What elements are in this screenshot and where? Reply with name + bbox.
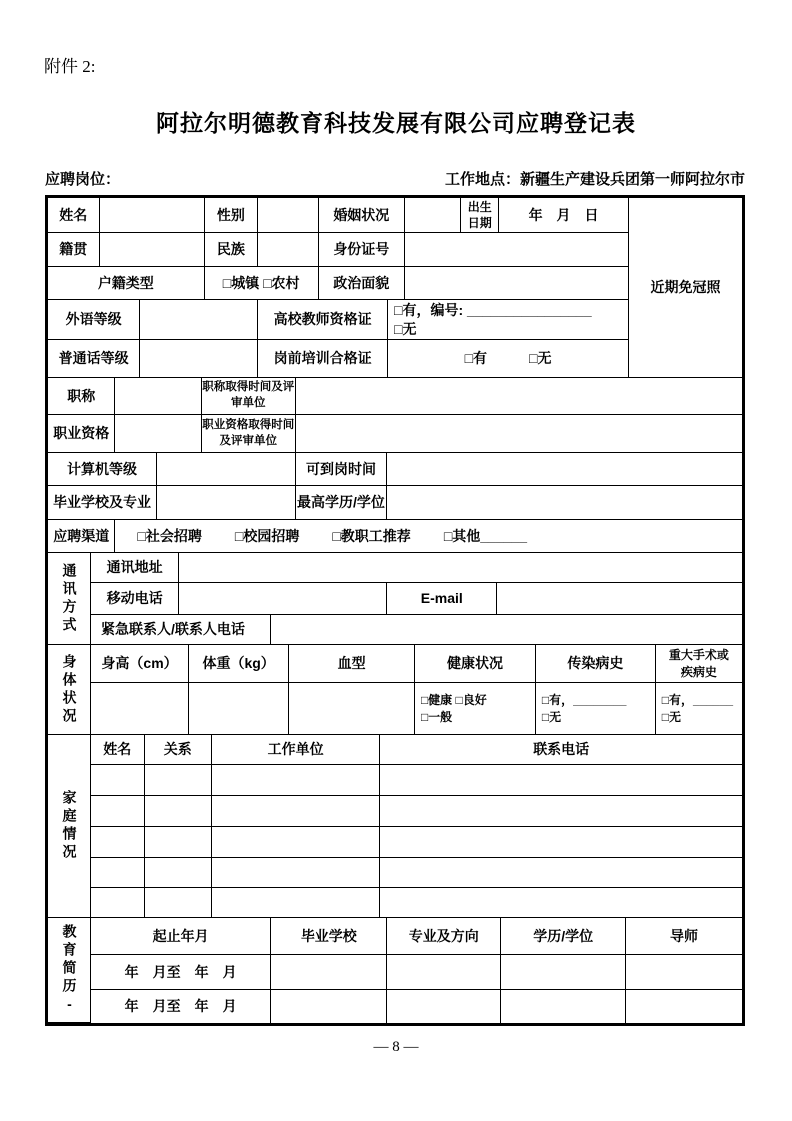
family-row [91,888,742,918]
location-label: 工作地点： [444,171,520,188]
education-row [91,990,742,1023]
health-checkboxes[interactable]: □健康 □良好 □一般 [415,683,536,735]
native-place-input-cell[interactable] [100,233,205,267]
native-place-label: 籍贯 [48,233,100,267]
address-label: 通讯地址 [91,553,179,583]
education-section [48,918,742,1023]
family-workplace-cell[interactable] [212,796,380,827]
family-relation-cell[interactable] [145,765,212,796]
school-major-input-cell[interactable] [157,486,296,520]
family-row [91,796,742,827]
infection-checkboxes[interactable]: □有，________ □无 [536,683,656,735]
education-tutor-header: 导师 [626,918,742,955]
family-name-cell[interactable] [91,796,145,827]
name-label: 姓名 [48,198,100,233]
family-relation-cell[interactable] [145,796,212,827]
channel-label: 应聘渠道 [48,520,115,553]
education-group-label: 教育简历- [48,918,91,1023]
family-relation-cell[interactable] [145,858,212,888]
household-type-label: 户籍类型 [48,267,205,300]
id-number-label: 身份证号 [319,233,405,267]
work-location [445,168,745,189]
family-phone-header: 联系电话 [380,735,742,765]
photo-placeholder: 近期免冠照 [628,198,742,378]
id-number-input-cell[interactable] [405,233,628,267]
education-tutor-cell[interactable] [626,990,742,1023]
family-row [91,858,742,888]
computer-row [48,453,742,486]
family-name-cell[interactable] [91,827,145,858]
channel-checkboxes[interactable] [115,520,742,553]
family-name-cell[interactable] [91,858,145,888]
education-degree-header: 学历/学位 [501,918,626,955]
education-major-cell[interactable] [387,990,501,1023]
teacher-cert-checkboxes[interactable]: □有，编号: ________________ □无 [388,300,628,340]
birthdate-label: 出生 日期 [461,198,499,233]
title-time-label: 职称取得时间及评 审单位 [202,378,296,415]
family-phone-cell[interactable] [380,858,742,888]
vocational-row [48,415,742,453]
channel-option-campus[interactable]: □校园招聘 [234,527,300,544]
education-school-cell[interactable] [271,955,387,990]
title-row [48,378,742,415]
channel-option-other[interactable]: □其他______ [443,527,527,544]
channel-option-referral[interactable]: □教职工推荐 [332,527,411,544]
channel-option-social[interactable]: □社会招聘 [137,527,202,544]
title-time-input-cell[interactable] [296,378,742,415]
teacher-cert-label: 高校教师资格证 [258,300,388,340]
family-group-label: 家庭情况 [48,735,91,918]
education-school-cell[interactable] [271,990,387,1023]
family-relation-header: 关系 [145,735,212,765]
title-input-cell[interactable] [115,378,201,415]
education-period-cell[interactable]: 年 月至 年 月 [91,955,271,990]
school-major-label: 毕业学校及专业 [48,486,157,520]
mandarin-level-input-cell[interactable] [140,340,258,378]
blood-type-input-cell[interactable] [289,683,415,735]
highest-degree-label: 最高学历/学位 [296,486,387,520]
meta-row [45,168,745,189]
training-cert-checkboxes[interactable]: □有 □无 [388,340,628,378]
basic-left [48,198,628,378]
education-major-header: 专业及方向 [387,918,501,955]
family-name-header: 姓名 [91,735,145,765]
channel-row [48,520,742,553]
political-status-input-cell[interactable] [405,267,628,300]
education-degree-cell[interactable] [501,990,626,1023]
family-row [91,765,742,796]
application-form-table [45,195,745,1026]
education-row [91,955,742,990]
available-time-label: 可到岗时间 [296,453,387,486]
foreign-language-input-cell[interactable] [140,300,258,340]
available-time-input-cell[interactable] [387,453,742,486]
contact-section [48,553,742,645]
mobile-label: 移动电话 [91,583,179,615]
family-workplace-cell[interactable] [212,858,380,888]
political-status-label: 政治面貌 [319,267,405,300]
health-label: 健康状况 [415,645,536,683]
family-workplace-cell[interactable] [212,888,380,918]
vocational-time-label: 职业资格取得时间 及评审单位 [202,415,296,453]
family-phone-cell[interactable] [380,796,742,827]
page-number: — 8 — [373,1039,419,1055]
infection-history-label: 传染病史 [536,645,656,683]
family-workplace-cell[interactable] [212,765,380,796]
weight-input-cell[interactable] [189,683,289,735]
physical-group-label: 身体状况 [48,645,91,735]
education-degree-cell[interactable] [501,955,626,990]
vocational-input-cell[interactable] [115,415,201,453]
email-input-cell[interactable] [497,583,742,615]
gender-input-cell[interactable] [258,198,318,233]
computer-level-input-cell[interactable] [157,453,296,486]
family-row [91,827,742,858]
mandarin-level-label: 普通话等级 [48,340,140,378]
school-row [48,486,742,520]
foreign-language-label: 外语等级 [48,300,140,340]
height-input-cell[interactable] [91,683,189,735]
marital-input-cell[interactable] [405,198,462,233]
mobile-input-cell[interactable] [179,583,387,615]
education-tutor-cell[interactable] [626,955,742,990]
surgery-history-label: 重大手术或 疾病史 [656,645,742,683]
birthdate-input-cell[interactable]: 年 月 日 [499,198,628,233]
height-label: 身高（cm） [91,645,189,683]
family-name-cell[interactable] [91,888,145,918]
page-title: 阿拉尔明德教育科技发展有限公司应聘登记表 [156,110,636,136]
family-name-cell[interactable] [91,765,145,796]
family-section [48,735,742,918]
family-relation-cell[interactable] [145,888,212,918]
email-label: E-mail [387,583,497,615]
vocational-label: 职业资格 [48,415,115,453]
education-period-cell[interactable]: 年 月至 年 月 [91,990,271,1023]
vocational-time-input-cell[interactable] [296,415,742,453]
blood-type-label: 血型 [289,645,415,683]
family-phone-cell[interactable] [380,827,742,858]
family-phone-cell[interactable] [380,765,742,796]
gender-label: 性别 [205,198,259,233]
ethnicity-input-cell[interactable] [258,233,318,267]
family-phone-cell[interactable] [380,888,742,918]
address-input-cell[interactable] [179,553,742,583]
marital-label: 婚姻状况 [319,198,405,233]
education-major-cell[interactable] [387,955,501,990]
name-input-cell[interactable] [100,198,205,233]
weight-label: 体重（kg） [189,645,289,683]
emergency-contact-label: 紧急联系人/联系人电话 [91,615,271,645]
position-label: 应聘岗位： [45,171,121,188]
education-period-header: 起止年月 [91,918,271,955]
family-relation-cell[interactable] [145,827,212,858]
physical-section [48,645,742,735]
title-label: 职称 [48,378,115,415]
location-value: 新疆生产建设兵团第一师阿拉尔市 [519,171,745,188]
household-type-checkboxes[interactable]: □城镇 □农村 [205,267,319,300]
computer-level-label: 计算机等级 [48,453,157,486]
surgery-checkboxes[interactable]: □有，______ □无 [656,683,742,735]
ethnicity-label: 民族 [205,233,259,267]
attachment-label: 附件 2: [44,57,96,76]
contact-group-label: 通讯方式 [48,553,91,645]
highest-degree-input-cell[interactable] [387,486,742,520]
education-school-header: 毕业学校 [271,918,387,955]
training-cert-label: 岗前培训合格证 [258,340,388,378]
family-workplace-cell[interactable] [212,827,380,858]
basic-section [48,198,742,378]
family-workplace-header: 工作单位 [212,735,380,765]
emergency-contact-input-cell[interactable] [271,615,742,645]
